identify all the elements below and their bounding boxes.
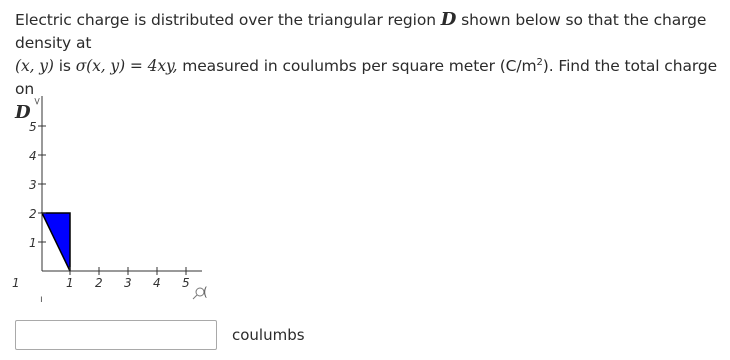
x-tick-4: 4 [153, 276, 161, 290]
unit-label: coulumbs [232, 326, 305, 344]
final-variable: D [15, 102, 31, 123]
lower-tick-mark: ı [40, 294, 43, 305]
problem-text-2: shown below so that the charge density at [15, 11, 707, 52]
exponent: 2 [536, 56, 543, 68]
density-expression: σ(x, y) = 4xy, [75, 57, 178, 75]
origin-label: 1 [12, 276, 20, 290]
is-text: is [58, 57, 71, 75]
point-expression: (x, y) [15, 57, 54, 75]
y-tick-4: 4 [29, 149, 37, 163]
problem-text-4: ). Find the total charge on [15, 57, 718, 98]
problem-text-3: measured in coulumbs per square meter (C/m [182, 57, 537, 75]
region-triangle [42, 213, 70, 271]
x-tick-5: 5 [182, 276, 190, 290]
y-tick-1: 1 [29, 236, 37, 250]
x-tick-3: 3 [124, 276, 132, 290]
answer-input[interactable] [15, 320, 217, 350]
axis-ticks [38, 126, 186, 275]
y-tick-3: 3 [29, 178, 37, 192]
x-axis-arrow-icon: ( [203, 285, 208, 299]
x-tick-2: 2 [95, 276, 103, 290]
x-tick-1: 1 [66, 276, 74, 290]
y-tick-2: 2 [29, 207, 37, 221]
y-tick-5: 5 [29, 120, 37, 134]
region-variable: D [440, 9, 457, 30]
y-axis-arrow-icon: > [31, 97, 42, 106]
problem-text-1: Electric charge is distributed over the triangular region [15, 11, 436, 29]
